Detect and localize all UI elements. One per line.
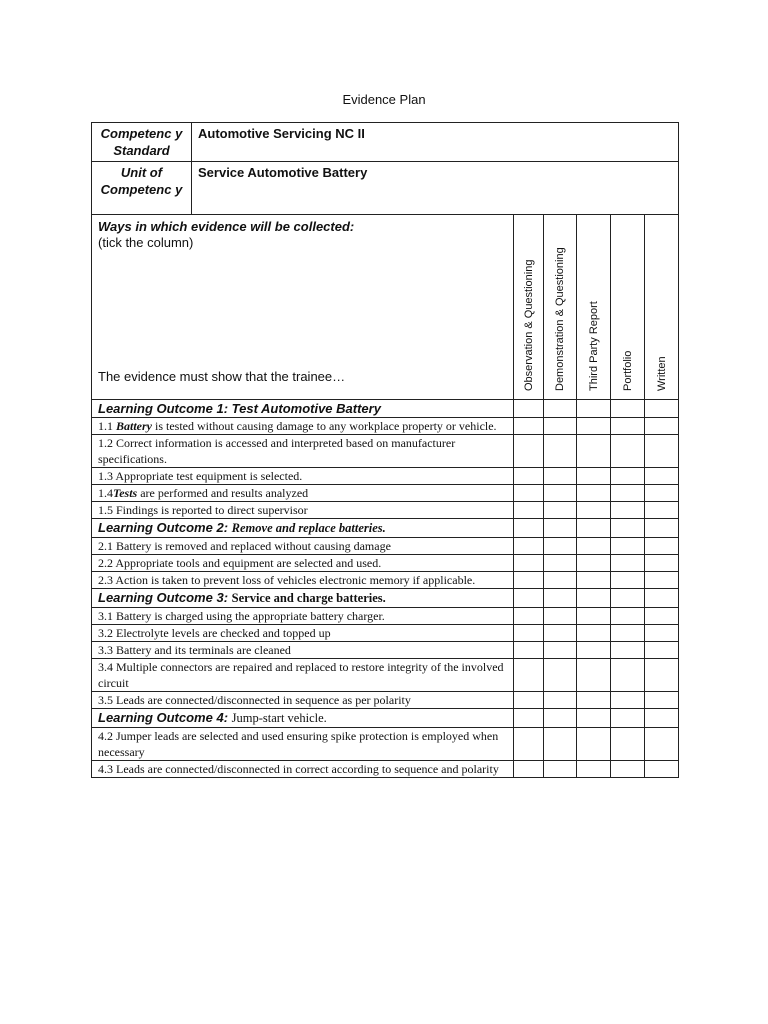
learning-outcome-row bbox=[92, 519, 679, 538]
learning-outcome-cell bbox=[92, 589, 514, 608]
tick-cell[interactable] bbox=[514, 400, 544, 418]
tick-cell[interactable] bbox=[577, 761, 611, 778]
competency-standard-row bbox=[92, 123, 679, 162]
criterion-row bbox=[92, 728, 679, 761]
tick-cell[interactable] bbox=[577, 485, 611, 502]
criterion-text bbox=[92, 418, 514, 435]
criterion-text bbox=[92, 538, 514, 555]
tick-cell[interactable] bbox=[645, 642, 679, 659]
tick-cell[interactable] bbox=[611, 519, 645, 538]
tick-cell[interactable] bbox=[645, 418, 679, 435]
tick-cell[interactable] bbox=[514, 608, 544, 625]
tick-cell[interactable] bbox=[544, 709, 577, 728]
tick-cell[interactable] bbox=[544, 519, 577, 538]
tick-cell[interactable] bbox=[544, 418, 577, 435]
tick-cell[interactable] bbox=[577, 538, 611, 555]
criterion-number: 2.1 bbox=[98, 539, 113, 553]
learning-outcome-title: Jump-start vehicle. bbox=[231, 711, 327, 725]
learning-outcome-label: Learning Outcome 3: bbox=[98, 590, 229, 605]
tick-cell[interactable] bbox=[544, 625, 577, 642]
learning-outcome-cell bbox=[92, 400, 514, 418]
competency-standard-value: Automotive Servicing NC II bbox=[192, 123, 679, 162]
criterion-text bbox=[92, 692, 514, 709]
tick-cell[interactable] bbox=[611, 485, 645, 502]
tick-cell[interactable] bbox=[645, 519, 679, 538]
learning-outcome-cell bbox=[92, 519, 514, 538]
tick-cell[interactable] bbox=[514, 659, 544, 692]
tick-cell[interactable] bbox=[544, 572, 577, 589]
tick-cell[interactable] bbox=[611, 418, 645, 435]
tick-cell[interactable] bbox=[544, 502, 577, 519]
criterion-description: Appropriate tools and equipment are selected and used. bbox=[115, 556, 382, 570]
unit-of-competency-label: Unit of Competenc y bbox=[92, 162, 192, 215]
criterion-text bbox=[92, 468, 514, 485]
criterion-number: 3.5 bbox=[98, 693, 113, 707]
tick-cell[interactable] bbox=[645, 538, 679, 555]
criterion-number: 1.5 bbox=[98, 503, 113, 517]
criterion-text bbox=[92, 761, 514, 778]
tick-cell[interactable] bbox=[577, 418, 611, 435]
tick-cell[interactable] bbox=[611, 659, 645, 692]
learning-outcome-label: Learning Outcome 4: bbox=[98, 710, 229, 725]
criterion-row bbox=[92, 485, 679, 502]
column-header-label: Third Party Report bbox=[587, 301, 600, 391]
criterion-text bbox=[92, 642, 514, 659]
criterion-description: is tested without causing damage to any workplace property or vehicle. bbox=[155, 419, 497, 433]
tick-cell[interactable] bbox=[645, 625, 679, 642]
criterion-number: 3.3 bbox=[98, 643, 113, 657]
tick-cell[interactable] bbox=[544, 555, 577, 572]
tick-cell[interactable] bbox=[514, 418, 544, 435]
tick-cell[interactable] bbox=[611, 555, 645, 572]
evidence-plan-table bbox=[91, 122, 679, 778]
criterion-row bbox=[92, 555, 679, 572]
tick-cell[interactable] bbox=[577, 572, 611, 589]
criterion-text bbox=[92, 659, 514, 692]
ways-question: Ways in which evidence will be collected: bbox=[98, 219, 355, 234]
tick-cell[interactable] bbox=[611, 728, 645, 761]
tick-cell[interactable] bbox=[514, 435, 544, 468]
column-header-written bbox=[645, 215, 679, 400]
tick-cell[interactable] bbox=[514, 555, 544, 572]
tick-cell[interactable] bbox=[514, 538, 544, 555]
tick-cell[interactable] bbox=[611, 572, 645, 589]
tick-cell[interactable] bbox=[577, 435, 611, 468]
tick-cell[interactable] bbox=[544, 692, 577, 709]
tick-cell[interactable] bbox=[514, 468, 544, 485]
tick-cell[interactable] bbox=[514, 519, 544, 538]
tick-cell[interactable] bbox=[645, 692, 679, 709]
criterion-number: 2.2 bbox=[98, 556, 113, 570]
tick-cell[interactable] bbox=[645, 502, 679, 519]
criterion-number: 3.2 bbox=[98, 626, 113, 640]
tick-cell[interactable] bbox=[544, 728, 577, 761]
tick-cell[interactable] bbox=[577, 608, 611, 625]
criterion-number: 1.3 bbox=[98, 469, 113, 483]
tick-cell[interactable] bbox=[611, 400, 645, 418]
criterion-row bbox=[92, 642, 679, 659]
criterion-row bbox=[92, 418, 679, 435]
column-header-observation bbox=[514, 215, 544, 400]
criterion-description: Action is taken to prevent loss of vehicles electronic memory if applicable. bbox=[115, 573, 476, 587]
ways-cell bbox=[92, 215, 514, 400]
learning-outcome-label: Learning Outcome 2: bbox=[98, 520, 229, 535]
tick-cell[interactable] bbox=[645, 555, 679, 572]
tick-cell[interactable] bbox=[611, 589, 645, 608]
criterion-number: 3.4 bbox=[98, 660, 113, 674]
criterion-keyword: Tests bbox=[113, 486, 138, 500]
criterion-row bbox=[92, 502, 679, 519]
tick-cell[interactable] bbox=[577, 502, 611, 519]
ways-header-row bbox=[92, 215, 679, 400]
unit-of-competency-row bbox=[92, 162, 679, 215]
tick-cell[interactable] bbox=[611, 538, 645, 555]
tick-cell[interactable] bbox=[544, 468, 577, 485]
criterion-description: Findings is reported to direct supervisor bbox=[116, 503, 308, 517]
criterion-row bbox=[92, 572, 679, 589]
tick-cell[interactable] bbox=[645, 659, 679, 692]
tick-cell[interactable] bbox=[611, 608, 645, 625]
criterion-keyword: Battery bbox=[116, 419, 152, 433]
criterion-row bbox=[92, 692, 679, 709]
tick-cell[interactable] bbox=[577, 589, 611, 608]
tick-cell[interactable] bbox=[645, 435, 679, 468]
criterion-description: Battery and its terminals are cleaned bbox=[116, 643, 291, 657]
tick-cell[interactable] bbox=[645, 572, 679, 589]
tick-cell[interactable] bbox=[514, 761, 544, 778]
criterion-number: 1.1 bbox=[98, 419, 113, 433]
learning-outcome-row bbox=[92, 589, 679, 608]
tick-cell[interactable] bbox=[514, 642, 544, 659]
tick-cell[interactable] bbox=[645, 761, 679, 778]
criterion-row bbox=[92, 608, 679, 625]
column-header-label: Observation & Questioning bbox=[522, 259, 535, 391]
learning-outcome-row bbox=[92, 400, 679, 418]
criterion-description: Leads are connected/disconnected in correct according to sequence and polarity bbox=[116, 762, 499, 776]
tick-cell[interactable] bbox=[611, 435, 645, 468]
column-header-portfolio bbox=[611, 215, 645, 400]
tick-cell[interactable] bbox=[645, 468, 679, 485]
tick-cell[interactable] bbox=[611, 468, 645, 485]
tick-cell[interactable] bbox=[645, 485, 679, 502]
tick-cell[interactable] bbox=[544, 642, 577, 659]
tick-cell[interactable] bbox=[514, 485, 544, 502]
learning-outcome-title: Test Automotive Battery bbox=[231, 401, 381, 416]
tick-cell[interactable] bbox=[577, 659, 611, 692]
tick-cell[interactable] bbox=[514, 572, 544, 589]
criterion-text bbox=[92, 555, 514, 572]
criterion-number: 2.3 bbox=[98, 573, 113, 587]
tick-cell[interactable] bbox=[645, 400, 679, 418]
criterion-text bbox=[92, 485, 514, 502]
tick-cell[interactable] bbox=[577, 625, 611, 642]
criterion-description: Electrolyte levels are checked and topped up bbox=[116, 626, 331, 640]
tick-cell[interactable] bbox=[611, 502, 645, 519]
criterion-number: 3.1 bbox=[98, 609, 113, 623]
tick-cell[interactable] bbox=[514, 728, 544, 761]
criterion-row bbox=[92, 659, 679, 692]
tick-cell[interactable] bbox=[577, 709, 611, 728]
tick-cell[interactable] bbox=[544, 435, 577, 468]
criterion-description: Leads are connected/disconnected in sequence as per polarity bbox=[116, 693, 411, 707]
criterion-row bbox=[92, 468, 679, 485]
criterion-description: Correct information is accessed and interpreted based on manufacturer specifications. bbox=[98, 436, 456, 466]
tick-cell[interactable] bbox=[645, 608, 679, 625]
criterion-text bbox=[92, 625, 514, 642]
tick-cell[interactable] bbox=[544, 659, 577, 692]
tick-cell[interactable] bbox=[544, 608, 577, 625]
column-header-label: Written bbox=[655, 356, 668, 391]
tick-instruction: (tick the column) bbox=[98, 235, 194, 250]
learning-outcome-cell bbox=[92, 709, 514, 728]
evidence-must-show: The evidence must show that the trainee… bbox=[98, 369, 346, 384]
criterion-row bbox=[92, 538, 679, 555]
tick-cell[interactable] bbox=[611, 692, 645, 709]
criterion-text bbox=[92, 435, 514, 468]
learning-outcome-row bbox=[92, 709, 679, 728]
criterion-description: Appropriate test equipment is selected. bbox=[115, 469, 303, 483]
column-header-third-party bbox=[577, 215, 611, 400]
tick-cell[interactable] bbox=[611, 709, 645, 728]
criterion-description: Battery is charged using the appropriate battery charger. bbox=[116, 609, 385, 623]
tick-cell[interactable] bbox=[577, 555, 611, 572]
tick-cell[interactable] bbox=[577, 692, 611, 709]
learning-outcome-title: Service and charge batteries. bbox=[231, 591, 386, 605]
tick-cell[interactable] bbox=[577, 642, 611, 659]
tick-cell[interactable] bbox=[544, 485, 577, 502]
criterion-description: Multiple connectors are repaired and replaced to restore integrity of the involved circuit bbox=[98, 660, 504, 690]
tick-cell[interactable] bbox=[514, 709, 544, 728]
tick-cell[interactable] bbox=[611, 642, 645, 659]
criterion-number: 4.3 bbox=[98, 762, 113, 776]
criterion-row bbox=[92, 435, 679, 468]
tick-cell[interactable] bbox=[611, 761, 645, 778]
column-header-demonstration bbox=[544, 215, 577, 400]
tick-cell[interactable] bbox=[544, 589, 577, 608]
tick-cell[interactable] bbox=[611, 625, 645, 642]
criterion-text bbox=[92, 608, 514, 625]
tick-cell[interactable] bbox=[544, 400, 577, 418]
tick-cell[interactable] bbox=[645, 709, 679, 728]
tick-cell[interactable] bbox=[645, 589, 679, 608]
tick-cell[interactable] bbox=[514, 625, 544, 642]
criterion-text bbox=[92, 572, 514, 589]
tick-cell[interactable] bbox=[514, 589, 544, 608]
criterion-text bbox=[92, 728, 514, 761]
criterion-number: 4.2 bbox=[98, 729, 113, 743]
column-header-label: Portfolio bbox=[621, 350, 634, 391]
learning-outcome-title: Remove and replace batteries. bbox=[231, 521, 386, 535]
tick-cell[interactable] bbox=[514, 692, 544, 709]
tick-cell[interactable] bbox=[544, 761, 577, 778]
tick-cell[interactable] bbox=[577, 728, 611, 761]
tick-cell[interactable] bbox=[577, 400, 611, 418]
learning-outcome-label: Learning Outcome 1: bbox=[98, 401, 229, 416]
tick-cell[interactable] bbox=[645, 728, 679, 761]
criterion-description: Battery is removed and replaced without causing damage bbox=[116, 539, 391, 553]
criterion-description: Jumper leads are selected and used ensuring spike protection is employed when necessary bbox=[98, 729, 499, 759]
competency-standard-label: Competenc y Standard bbox=[92, 123, 192, 162]
criterion-text bbox=[92, 502, 514, 519]
criterion-row bbox=[92, 761, 679, 778]
tick-cell[interactable] bbox=[514, 502, 544, 519]
tick-cell[interactable] bbox=[577, 468, 611, 485]
criterion-description: are performed and results analyzed bbox=[140, 486, 309, 500]
criterion-row bbox=[92, 625, 679, 642]
column-header-label: Demonstration & Questioning bbox=[554, 247, 566, 391]
criterion-number: 1.4 bbox=[98, 486, 113, 500]
unit-of-competency-value: Service Automotive Battery bbox=[192, 162, 679, 215]
criterion-number: 1.2 bbox=[98, 436, 113, 450]
tick-cell[interactable] bbox=[544, 538, 577, 555]
tick-cell[interactable] bbox=[577, 519, 611, 538]
page-title: Evidence Plan bbox=[342, 92, 426, 107]
